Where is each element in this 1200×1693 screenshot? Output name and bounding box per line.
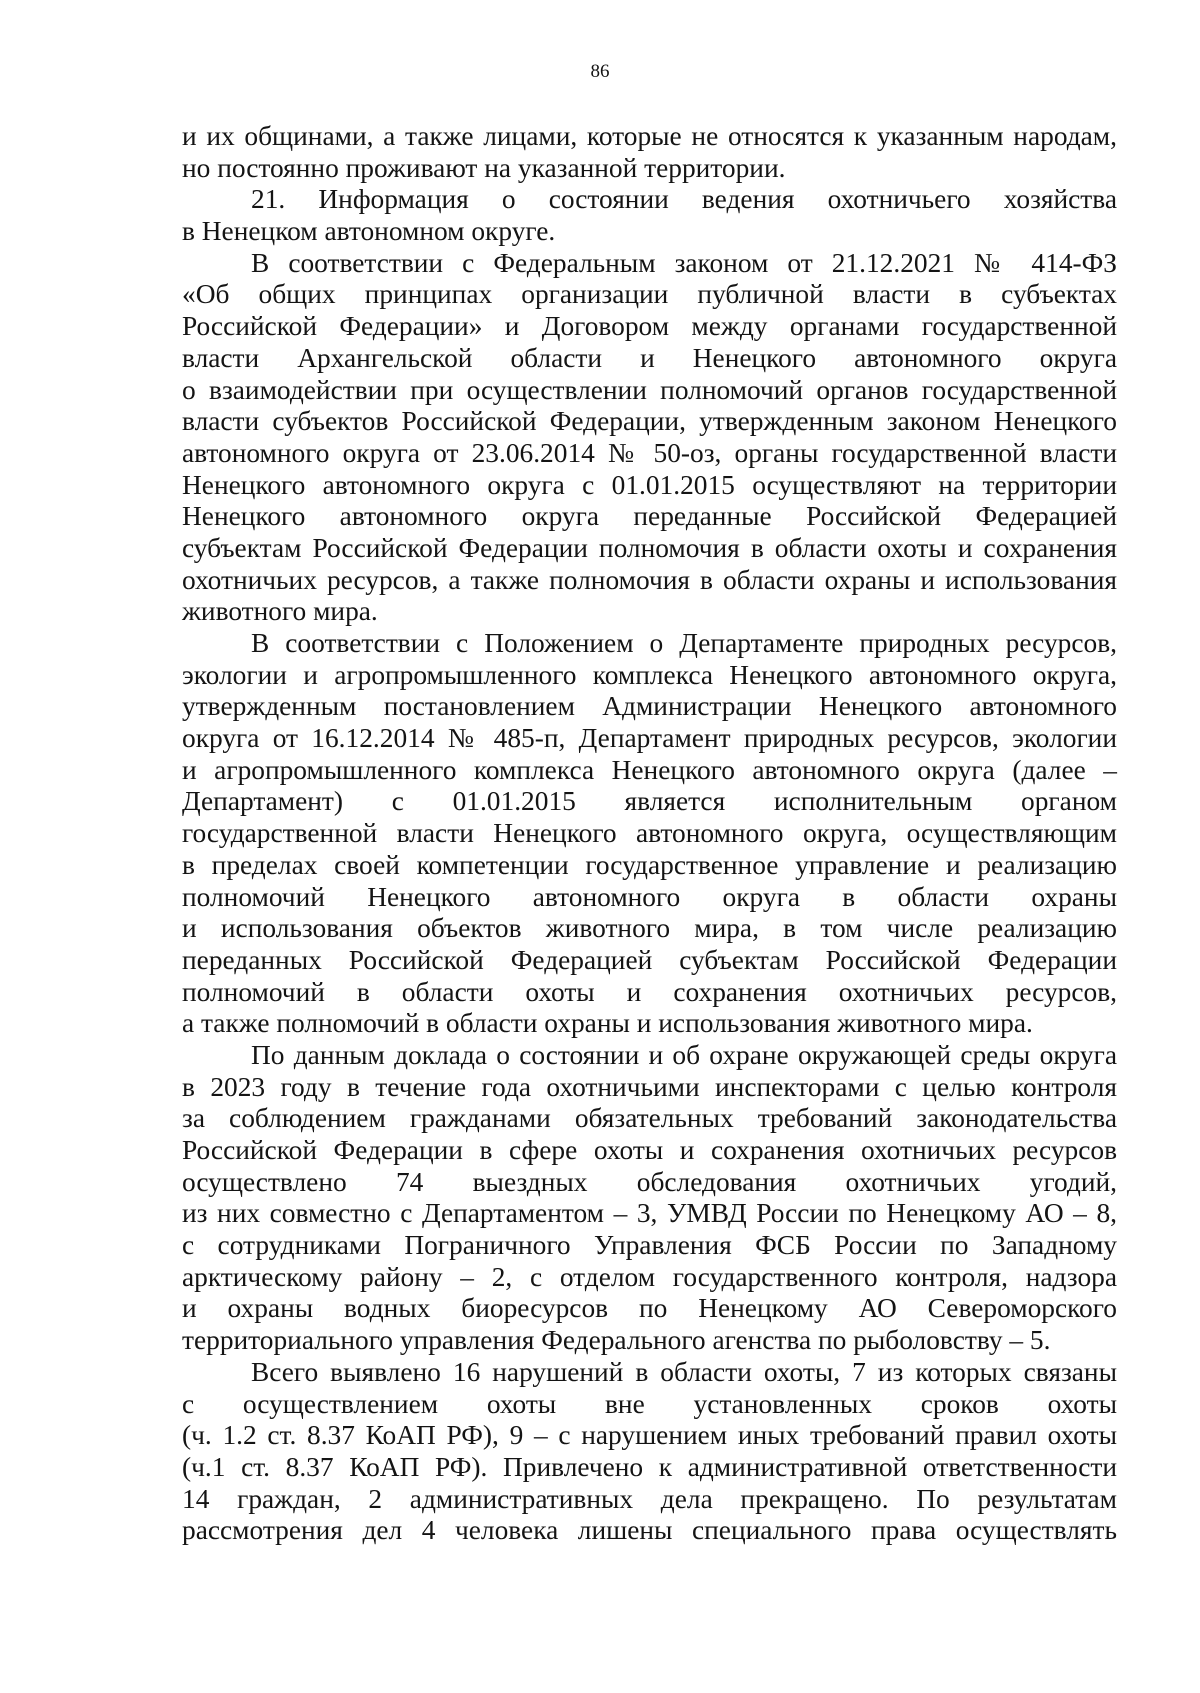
text-line: 21. Информация о состоянии ведения охотничьего хозяйства [251,184,1117,215]
paragraph-department-paragraph [182,628,1117,1040]
text-line: и агропромышленного комплекса Ненецкого автономного округа (далее – [182,754,1117,785]
text-line: в Ненецком автономном округе. [182,216,556,247]
text-line: и охраны водных биоресурсов по Ненецкому АО Североморского [182,1293,1117,1324]
paragraph-inspections-paragraph [182,1040,1117,1357]
text-line: утвержденным постановлением Администрации Ненецкого автономного [182,691,1117,722]
text-line: осуществлено 74 выездных обследования охотничьих угодий, [182,1166,1117,1197]
text-line: Ненецкого автономного округа переданные Российской Федерацией [182,501,1117,532]
text-line: власти Архангельской области и Ненецкого автономного округа [182,342,1117,373]
text-line: (ч.1 ст. 8.37 КоАП РФ). Привлечено к административной ответственности [182,1451,1117,1482]
text-line: В соответствии с Положением о Департаменте природных ресурсов, [251,628,1117,658]
text-line: с сотрудниками Пограничного Управления ФСБ России по Западному [182,1230,1117,1261]
text-line: но постоянно проживают на указанной территории. [182,152,786,183]
text-line: В соответствии с Федеральным законом от 21.12.2021 № 414-ФЗ [251,247,1117,278]
text-line: охотничьих ресурсов, а также полномочия в области охраны и использования [182,564,1117,595]
text-line: переданных Российской Федерацией субъектам Российской Федерации [182,944,1117,975]
text-line: из них совместно с Департаментом – 3, УМВД России по Ненецкому АО – 8, [182,1198,1117,1229]
text-line: власти субъектов Российской Федерации, утвержденным законом Ненецкого [182,406,1117,437]
text-line: с осуществлением охоты вне установленных сроков охоты [182,1388,1117,1419]
paragraph-section-21-heading [182,184,1117,247]
text-line: и использования объектов животного мира, в том числе реализацию [182,913,1117,944]
text-line: и их общинами, а также лицами, которые не относятся к указанным народам, [182,121,1117,151]
page-number: 86 [590,61,610,82]
text-line: а также полномочий в области охраны и использования животного мира. [182,1008,1033,1039]
text-line: рассмотрения дел 4 человека лишены специального права осуществлять [182,1515,1117,1546]
text-line: полномочий Ненецкого автономного округа в области охраны [182,881,1117,912]
paragraph-federal-law-paragraph [182,248,1117,628]
text-line: Российской Федерации в сфере охоты и сохранения охотничьих ресурсов [182,1135,1117,1165]
text-line: 14 граждан, 2 административных дела прекращено. По результатам [182,1483,1117,1514]
text-line: о взаимодействии при осуществлении полномочий органов государственной [182,374,1117,405]
text-line: Всего выявлено 16 нарушений в области охоты, 7 из которых связаны [251,1356,1117,1387]
text-line: Ненецкого автономного округа с 01.01.2015 осуществляют на территории [182,469,1117,500]
text-line: экологии и агропромышленного комплекса Ненецкого автономного округа, [182,659,1117,690]
text-line: территориального управления Федерального агенства по рыболовству – 5. [182,1325,1051,1356]
text-line: в 2023 году в течение года охотничьими инспекторами с целью контроля [182,1071,1117,1102]
text-line: Российской Федерации» и Договором между органами государственной [182,311,1117,342]
text-line: автономного округа от 23.06.2014 № 50-оз, органы государственной власти [182,437,1117,468]
paragraph-continuation [182,121,1117,184]
text-line: По данным доклада о состоянии и об охране окружающей среды округа [251,1039,1117,1070]
text-line: животного мира. [182,596,378,627]
text-line: государственной власти Ненецкого автономного округа, осуществляющим [182,818,1117,849]
text-line: «Об общих принципах организации публичной власти в субъектах [182,279,1117,310]
text-line: (ч. 1.2 ст. 8.37 КоАП РФ), 9 – с нарушением иных требований правил охоты [182,1420,1117,1451]
text-line: арктическому району – 2, с отделом государственного контроля, надзора [182,1261,1117,1292]
text-line: субъектам Российской Федерации полномочия в области охоты и сохранения [182,532,1117,563]
text-line: округа от 16.12.2014 № 485-п, Департамент природных ресурсов, экологии [182,723,1117,754]
document-body [182,121,1117,1547]
text-line: Департамент) с 01.01.2015 является исполнительным органом [182,786,1117,817]
text-line: за соблюдением гражданами обязательных требований законодательства [182,1103,1117,1134]
text-line: полномочий в области охоты и сохранения охотничьих ресурсов, [182,976,1117,1007]
paragraph-violations-paragraph [182,1357,1117,1547]
text-line: в пределах своей компетенции государственное управление и реализацию [182,849,1117,880]
